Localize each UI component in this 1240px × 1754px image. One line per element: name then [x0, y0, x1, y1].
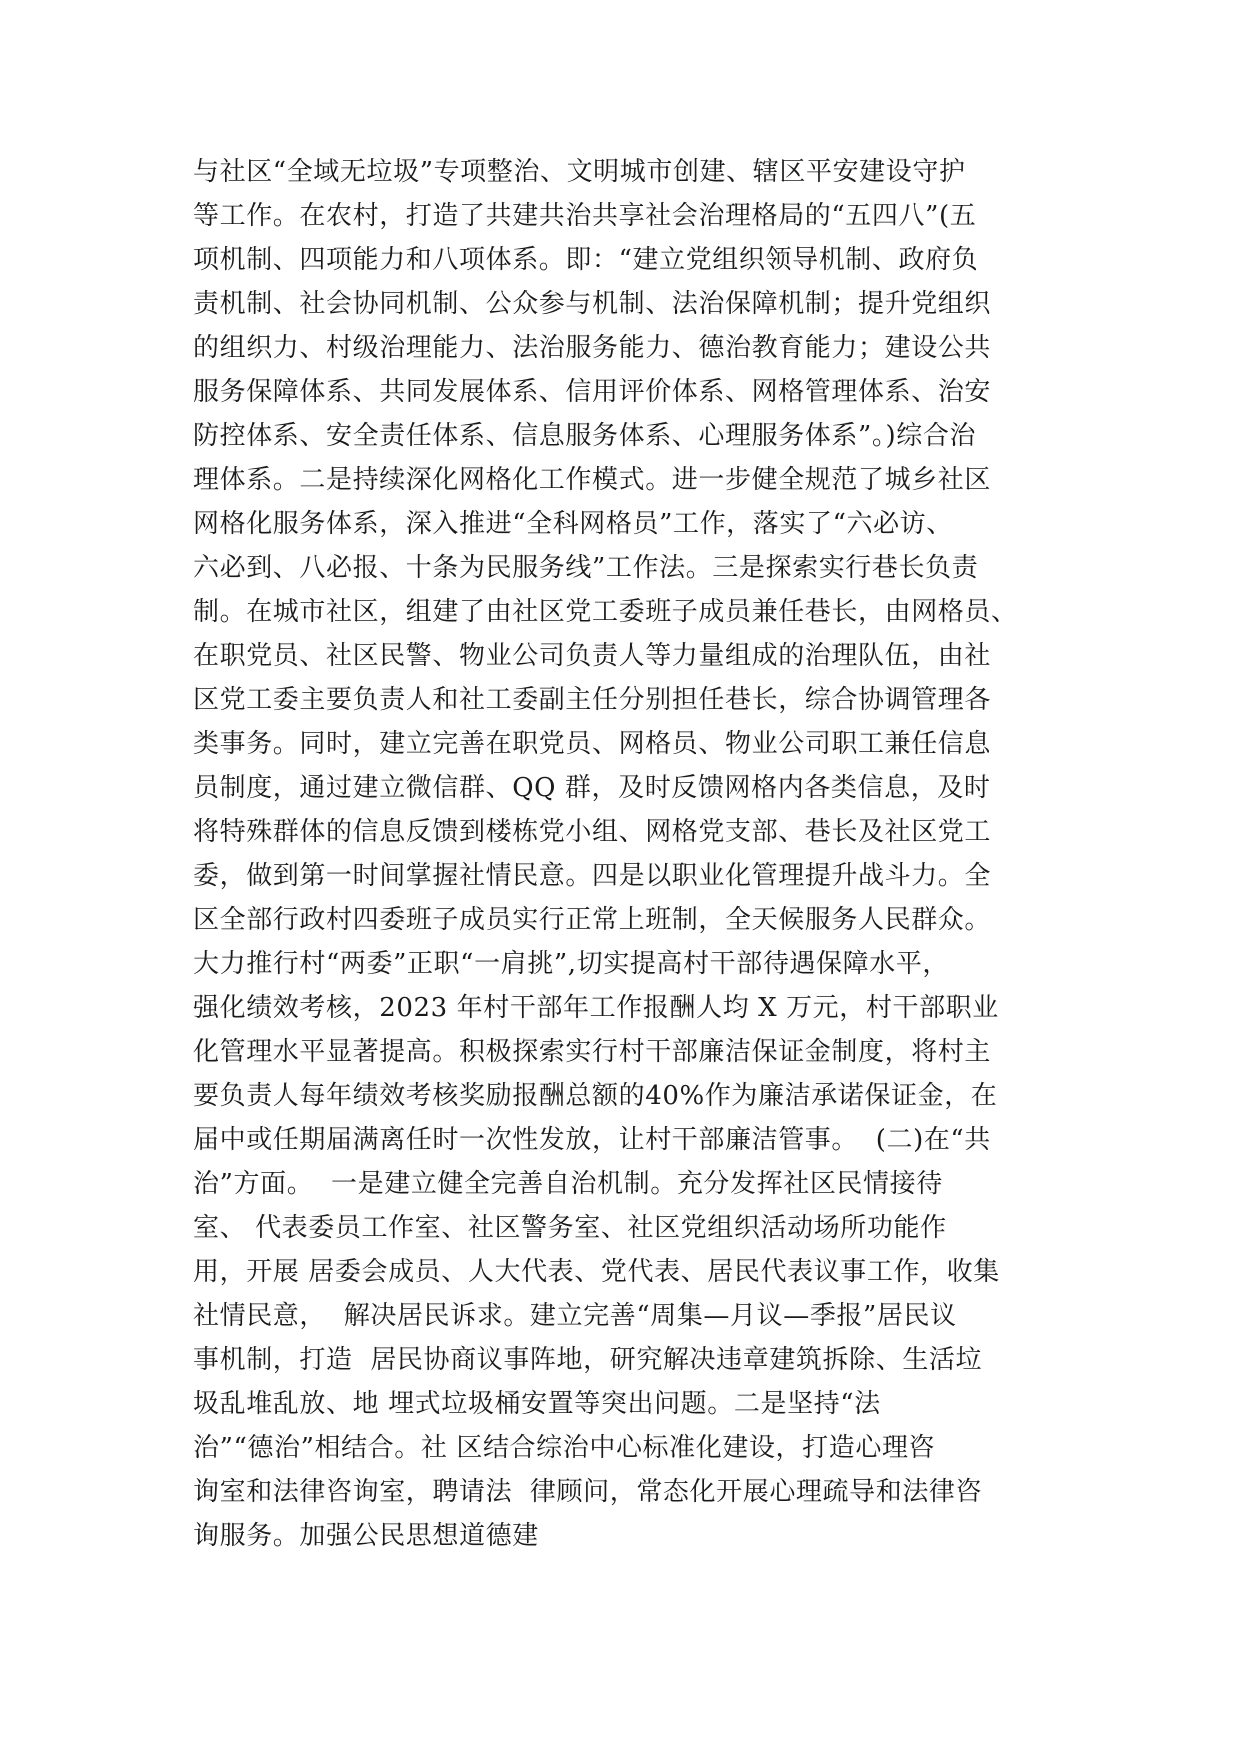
text-line: 项机制、四项能力和八项体系。即：“建立党组织领导机制、政府负 — [193, 245, 979, 275]
text-line: 与社区“全域无垃圾”专项整治、文明城市创建、辖区平安建设守护 — [193, 157, 966, 187]
text-line: 用，开展 居委会成员、人大代表、党代表、居民代表议事工作，收集 — [193, 1257, 1000, 1287]
text-line: 询服务。加强公民思想道德建 — [193, 1521, 539, 1551]
text-line: 制。在城市社区，组建了由社区党工委班子成员兼任巷长，由网格员、 — [193, 597, 1018, 627]
text-line: 六必到、八必报、十条为民服务线”工作法。三是探索实行巷长负责 — [193, 553, 979, 583]
text-line: 在职党员、社区民警、物业公司负责人等力量组成的治理队伍，由社 — [193, 641, 992, 671]
body-text — [193, 150, 1073, 1558]
text-line: 室、 代表委员工作室、社区警务室、社区党组织活动场所功能作 — [193, 1213, 947, 1243]
text-line: 区党工委主要负责人和社工委副主任分别担任巷长，综合协调管理各 — [193, 685, 992, 715]
text-line: 圾乱堆乱放、地 埋式垃圾桶安置等突出问题。二是坚持“法 — [193, 1389, 881, 1419]
text-line: 责机制、社会协同机制、公众参与机制、法治保障机制；提升党组织 — [193, 289, 992, 319]
text-line: 化管理水平显著提高。积极探索实行村干部廉洁保证金制度，将村主 — [193, 1037, 992, 1067]
text-line: 类事务。同时，建立完善在职党员、网格员、物业公司职工兼任信息 — [193, 729, 992, 759]
text-line: 等工作。在农村，打造了共建共治共享社会治理格局的“五四八”(五 — [193, 201, 977, 231]
text-line: 理体系。二是持续深化网格化工作模式。进一步健全规范了城乡社区 — [193, 465, 992, 495]
text-line: 治”方面。 一是建立健全完善自治机制。充分发挥社区民情接待 — [193, 1169, 943, 1199]
text-line: 要负责人每年绩效考核奖励报酬总额的40%作为廉洁承诺保证金，在 — [193, 1081, 998, 1111]
text-line: 防控体系、安全责任体系、信息服务体系、心理服务体系”。)综合治 — [193, 421, 977, 451]
text-line: 届中或任期届满离任时一次性发放，让村干部廉洁管事。 (二)在“共 — [193, 1125, 991, 1155]
text-line: 服务保障体系、共同发展体系、信用评价体系、网格管理体系、治安 — [193, 377, 992, 407]
text-line: 治”“德治”相结合。社 区结合综治中心标准化建设，打造心理咨 — [193, 1433, 936, 1463]
text-line: 将特殊群体的信息反馈到楼栋党小组、网格党支部、巷长及社区党工 — [193, 817, 992, 847]
text-line: 区全部行政村四委班子成员实行正常上班制，全天候服务人民群众。 — [193, 905, 992, 935]
text-line: 委，做到第一时间掌握社情民意。四是以职业化管理提升战斗力。全 — [193, 861, 992, 891]
text-line: 事机制，打造 居民协商议事阵地，研究解决违章建筑拆除、生活垃 — [193, 1345, 983, 1375]
text-line: 社情民意， 解决居民诉求。建立完善“周集—月议—季报”居民议 — [193, 1301, 957, 1331]
text-line: 大力推行村“两委”正职“一肩挑”,切实提高村干部待遇保障水平， — [193, 949, 950, 979]
text-line: 员制度，通过建立微信群、QQ 群，及时反馈网格内各类信息，及时 — [193, 773, 991, 803]
text-line: 询室和法律咨询室，聘请法 律顾问，常态化开展心理疏导和法律咨 — [193, 1477, 983, 1507]
text-line: 的组织力、村级治理能力、法治服务能力、德治教育能力；建设公共 — [193, 333, 992, 363]
text-line: 强化绩效考核，2023 年村干部年工作报酬人均 X 万元，村干部职业 — [193, 993, 999, 1023]
text-line: 网格化服务体系，深入推进“全科网格员”工作，落实了“六必访、 — [193, 509, 953, 539]
